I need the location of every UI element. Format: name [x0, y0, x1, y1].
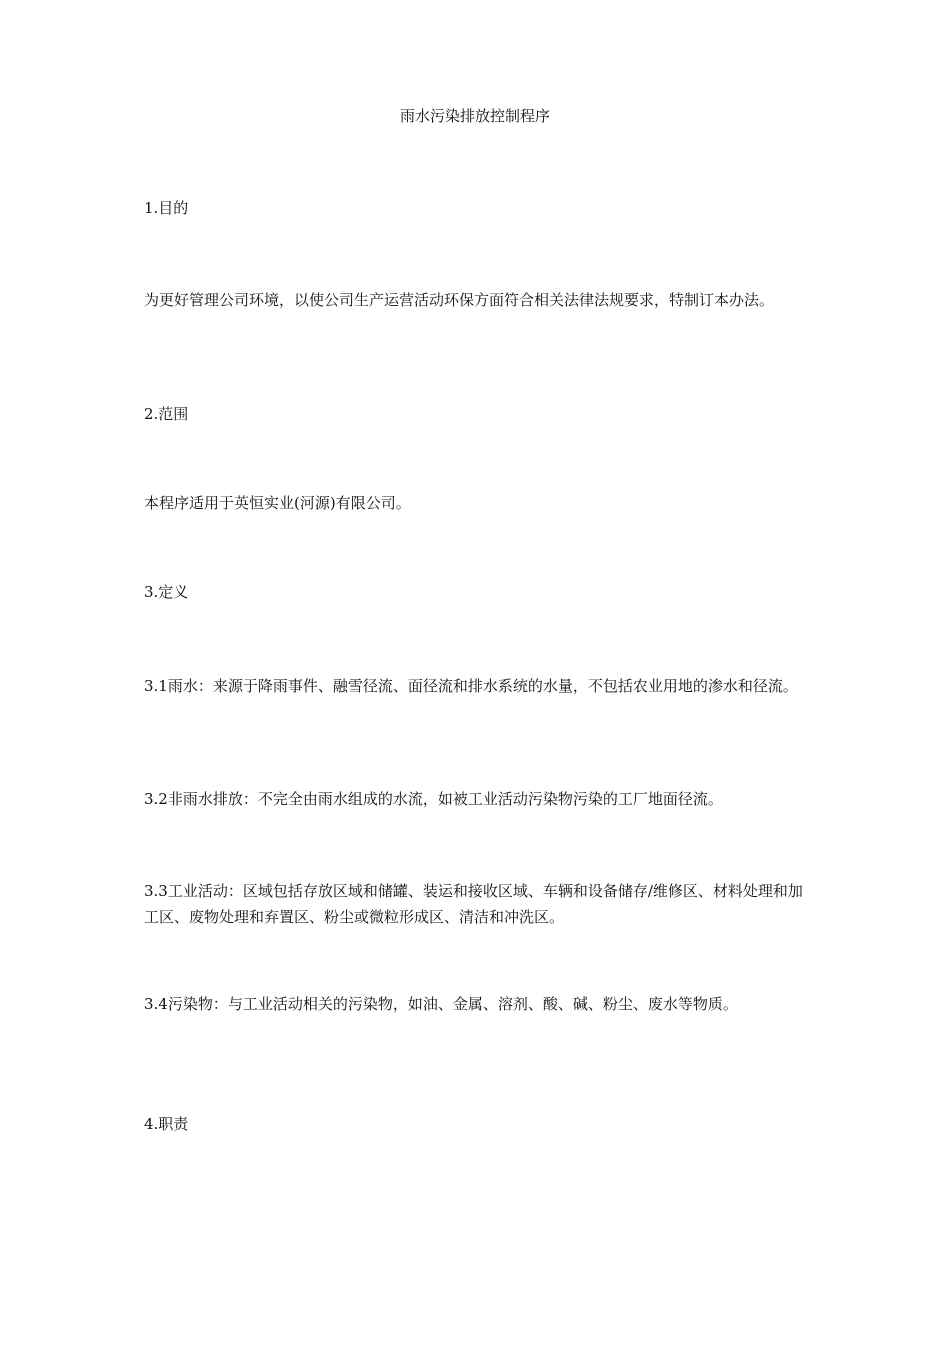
document-title: 雨水污染排放控制程序 [399, 107, 550, 125]
definition-pollutants: 3.4污染物：与工业活动相关的污染物，如油、金属、溶剂、酸、碱、粉尘、废水等物质。 [144, 995, 738, 1013]
definition-rainwater: 3.1雨水：来源于降雨事件、融雪径流、面径流和排水系统的水量，不包括农业用地的渗水和径流。 [144, 677, 798, 695]
purpose-text: 为更好管理公司环境，以使公司生产运营活动环保方面符合相关法律法规要求，特制订本办法。 [144, 291, 775, 309]
definition-non-rain-discharge: 3.2非雨水排放：不完全由雨水组成的水流，如被工业活动污染物污染的工厂地面径流。 [144, 790, 723, 808]
section-heading-scope: 2.范围 [144, 405, 189, 423]
scope-text: 本程序适用于英恒实业(河源)有限公司。 [144, 494, 411, 512]
section-heading-responsibilities: 4.职责 [144, 1115, 189, 1133]
section-heading-definitions: 3.定义 [144, 583, 189, 601]
definition-industrial-activity: 3.3工业活动：区域包括存放区域和储罐、装运和接收区域、车辆和设备储存/维修区、材料处理和加工区、废物处理和弃置区、粉尘或微粒形成区、清洁和冲洗区。 [144, 882, 803, 926]
section-heading-purpose: 1.目的 [144, 199, 189, 217]
